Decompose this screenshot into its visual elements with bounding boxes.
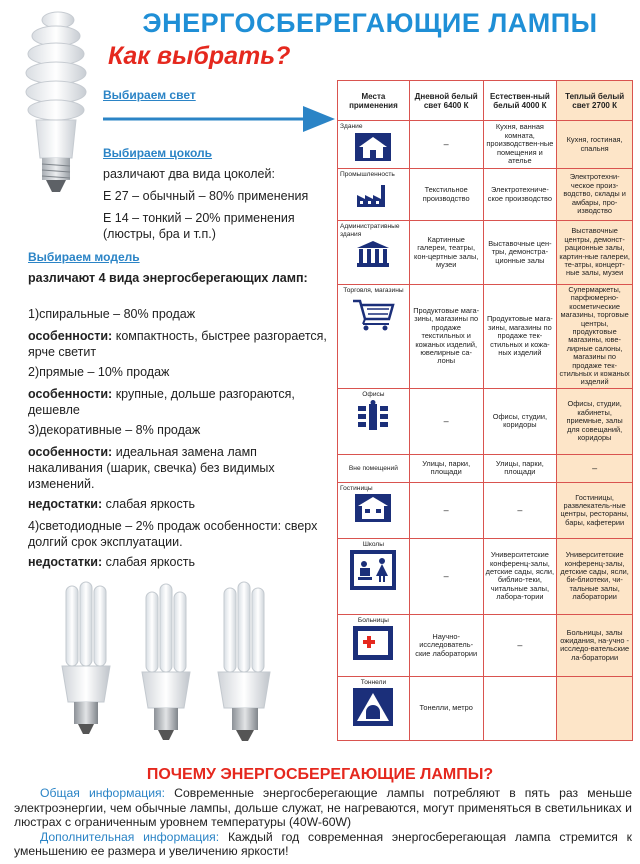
cell-daylight: Научно-исследователь-ские лаборатории <box>409 614 483 676</box>
place-label: Торговля, магазины <box>343 287 404 294</box>
features-text: компактность, быстрее разгорается, ярче светит <box>28 329 327 359</box>
cell-daylight <box>409 388 483 454</box>
cell-daylight: Продуктовые мага-зины, магазины по продаже текстильных и кожаных изделий, ювелирные са-лоны <box>409 285 483 389</box>
cell-warm: Университетские конференц-залы, детские сады, ясли, би-блиотеки, чи-тальные залы, лаборатории <box>557 538 633 614</box>
extra-info-label: Дополнительная информация: <box>40 829 220 844</box>
model-straight-features <box>28 386 328 418</box>
place-cell <box>338 482 410 538</box>
place-label: Здание <box>340 123 363 130</box>
cell-natural <box>483 614 557 676</box>
hotel-icon <box>355 494 391 522</box>
model-decor-features <box>28 444 328 492</box>
building-icon <box>355 133 391 161</box>
page-subtitle: Как выбрать? <box>108 42 291 70</box>
cell-warm: Выставочные центры, демонст-рационные залы, картин-ные галереи, те-атры, концерт-ные залы, музеи <box>557 221 633 285</box>
cons-label: недостатки: <box>28 555 103 569</box>
cell-daylight: Текстильное производство <box>409 169 483 221</box>
spiral-lamp-image <box>16 8 96 198</box>
tunnel-sign-icon <box>353 688 393 726</box>
place-label: Промышленность <box>340 171 395 178</box>
model-intro: различают 4 вида энергосберегающих ламп: <box>28 271 308 285</box>
cell-daylight <box>409 482 483 538</box>
base-e27: E 27 – обычный – 80% применения <box>103 189 309 203</box>
cons-text: слабая яркость <box>102 555 195 569</box>
header-warm: Теплый белый свет 2700 К <box>557 81 633 121</box>
shopping-cart-icon <box>351 297 395 331</box>
cell-natural: Университетские конференц-залы, детские сады, ясли, библио-теки, читальные залы, лабора-тории <box>483 538 557 614</box>
place-label: Вне помещений <box>348 464 398 472</box>
place-label: Гостиницы <box>340 484 373 492</box>
general-info-text: Современные энергосберегающие лампы потребляют в пять раз меньше электроэнергии, чем обычные лампы, дольше служат, не нагреваются, могут применяться в светильниках и люстрах с ограниченным уровнем температуры (40W-60W) <box>14 786 632 830</box>
cell-natural: Улицы, парки, площади <box>483 454 557 482</box>
empty-dash: – <box>517 640 523 651</box>
place-label: Тоннели <box>360 678 387 686</box>
empty-dash: – <box>517 505 523 516</box>
hospital-icon <box>353 626 393 660</box>
cell-warm <box>557 454 633 482</box>
extra-info-text: Каждый год современная энергосберегающая лампа стремится к уменьшению ее размера и увеличению яркости! <box>14 829 633 859</box>
model-spiral: 1)спиральные – 80% продаж <box>28 307 196 321</box>
table-row <box>338 388 633 454</box>
place-label: Административные здания <box>340 223 400 238</box>
arrow-right-icon <box>103 104 335 134</box>
place-cell <box>338 169 410 221</box>
empty-dash: – <box>592 463 598 474</box>
cell-warm: Кухня, гостиная, спальня <box>557 121 633 169</box>
table-row <box>338 538 633 614</box>
cell-daylight: Тонелли, метро <box>409 676 483 740</box>
application-table <box>337 80 633 741</box>
cell-natural <box>483 676 557 740</box>
cell-warm: Супермаркеты, парфюмерно-косметические магазины, торговые центры, продуктовые магазины, юве-лирные салоны, магазины по продаже тек-стильных и кожаных изделий <box>557 285 633 389</box>
base-e14: E 14 – тонкий – 20% применения (люстры, бра и т.п.) <box>103 211 295 241</box>
cell-natural <box>483 482 557 538</box>
base-intro: различают два вида цоколей: <box>103 167 275 181</box>
factory-icon <box>355 181 391 209</box>
u-tube-lamps-image <box>52 578 292 750</box>
empty-dash: – <box>443 571 449 582</box>
footer-text <box>14 786 632 859</box>
table-row <box>338 221 633 285</box>
empty-dash: – <box>443 416 449 427</box>
table-header-row <box>338 81 633 121</box>
why-heading: ПОЧЕМУ ЭНЕРГОСБЕРЕГАЮЩИЕ ЛАМПЫ? <box>146 766 494 783</box>
cell-natural: Офисы, студии, коридоры <box>483 388 557 454</box>
government-building-icon <box>355 240 391 268</box>
place-cell <box>338 614 410 676</box>
cons-label: недостатки: <box>28 497 103 511</box>
cell-daylight: Картинные галереи, театры, кон-цертные залы, музеи <box>409 221 483 285</box>
place-cell <box>338 454 410 482</box>
model-decor-cons <box>28 496 328 512</box>
office-meeting-icon <box>355 400 391 434</box>
place-cell <box>338 221 410 285</box>
choose-light-link[interactable]: Выбираем свет <box>103 88 196 102</box>
place-label: Больницы <box>357 616 389 624</box>
features-label: особенности: <box>28 387 113 401</box>
cons-text: слабая яркость <box>102 497 195 511</box>
cell-warm: Офисы, студии, кабинеты, приемные, залы для совещаний, коридоры <box>557 388 633 454</box>
model-led: 4)светодиодные – 2% продаж особенности: сверх долгий срок эксплуатации. <box>28 519 318 549</box>
cell-natural: Электротехниче-ское производство <box>483 169 557 221</box>
header-natural: Естествен-ный белый 4000 К <box>483 81 557 121</box>
table-row <box>338 676 633 740</box>
features-text: крупные, дольше разгораются, дешевле <box>28 387 295 417</box>
place-label: Офисы <box>362 390 385 398</box>
table-row <box>338 285 633 389</box>
choose-model-link[interactable]: Выбираем модель <box>28 250 140 264</box>
model-decor: 3)декоративные – 8% продаж <box>28 423 201 437</box>
cell-daylight <box>409 121 483 169</box>
place-cell <box>338 285 410 389</box>
choose-base-link[interactable]: Выбираем цоколь <box>103 146 213 160</box>
page-title: ЭНЕРГОСБЕРЕГАЮЩИЕ ЛАМПЫ <box>142 8 598 38</box>
cell-warm: Электротехни-ческое произ-водство, склады и амбары, про-изводство <box>557 169 633 221</box>
table-row <box>338 454 633 482</box>
school-icon <box>350 550 396 590</box>
empty-dash: – <box>443 139 449 150</box>
place-cell <box>338 538 410 614</box>
cell-warm <box>557 676 633 740</box>
table-row <box>338 121 633 169</box>
cell-warm: Больницы, залы ожидания, на-учно - исследо-вательские ла-боратории <box>557 614 633 676</box>
table-row <box>338 482 633 538</box>
features-label: особенности: <box>28 445 113 459</box>
cell-daylight: Улицы, парки, площади <box>409 454 483 482</box>
table-row <box>338 169 633 221</box>
cell-warm: Гостиницы, развлекатель-ные центры, рестораны, бары, кафетерии <box>557 482 633 538</box>
place-cell <box>338 121 410 169</box>
features-label: особенности: <box>28 329 113 343</box>
header-places: Места применения <box>338 81 410 121</box>
cell-natural: Выставочные цен-тры, демонстра-ционные залы <box>483 221 557 285</box>
features-text: идеальная замена ламп накаливания (шарик, свечка) без видимых изменений. <box>28 445 275 491</box>
cell-natural: Кухня, ванная комната, производствен-ные помещения и ателье <box>483 121 557 169</box>
general-info-label: Общая информация: <box>40 786 166 800</box>
model-straight: 2)прямые – 10% продаж <box>28 365 170 379</box>
cell-daylight <box>409 538 483 614</box>
place-cell <box>338 676 410 740</box>
empty-dash: – <box>443 505 449 516</box>
place-label: Школы <box>362 540 384 548</box>
place-cell <box>338 388 410 454</box>
table-row <box>338 614 633 676</box>
model-spiral-features <box>28 328 328 360</box>
header-daylight: Дневной белый свет 6400 К <box>409 81 483 121</box>
cell-natural: Продуктовые мага-зины, магазины по продаже тек-стильных и кожа-ных изделий <box>483 285 557 389</box>
model-led-cons <box>28 554 328 570</box>
